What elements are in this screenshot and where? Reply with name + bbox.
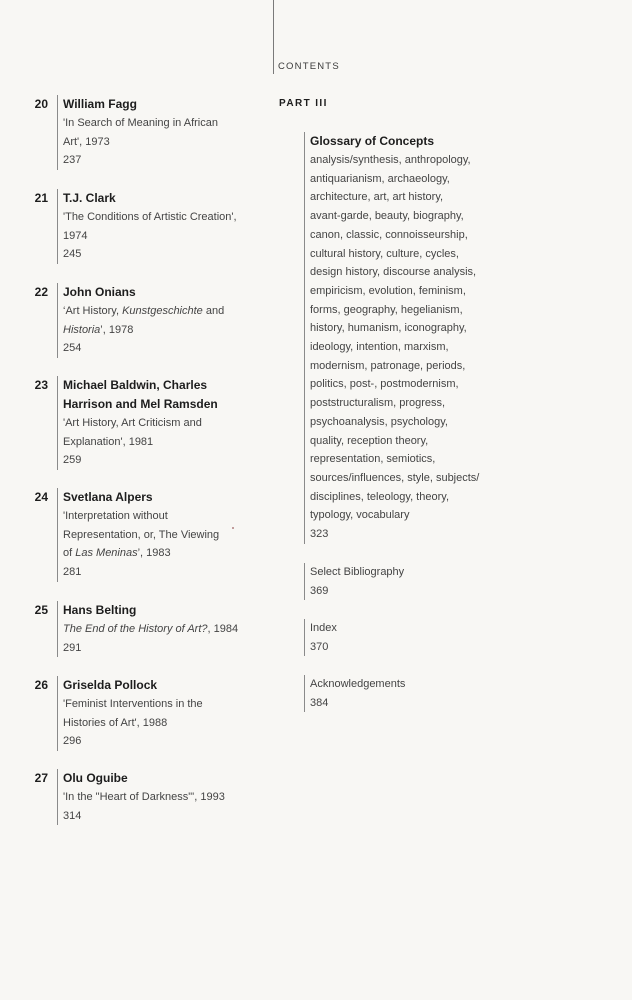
part-heading: PART III (279, 98, 328, 109)
entry-page-number: 281 (63, 566, 82, 579)
glossary-line: psychoanalysis, psychology, (310, 415, 448, 428)
entry-title-line: 'In Search of Meaning in African (63, 117, 218, 129)
entry-page-number: 254 (63, 342, 82, 355)
entry-number: 25 (34, 603, 48, 617)
entry-number: 23 (34, 378, 48, 392)
glossary-line: politics, post-, postmodernism, (310, 378, 459, 391)
entry-author: William Fagg (63, 97, 137, 111)
entry-title-line: 'Art History, Art Criticism and (63, 417, 202, 429)
entry-body (57, 676, 278, 751)
entry-body (57, 189, 278, 264)
entry-title-line: Representation, or, The Viewing (63, 528, 220, 541)
glossary-page-number: 323 (310, 528, 329, 541)
entry-title-line: Art', 1973 (63, 135, 110, 148)
header-divider-line (273, 0, 274, 74)
entry-body (57, 376, 278, 470)
glossary-line: representation, semiotics, (310, 453, 436, 466)
back-matter-page-number: 369 (310, 584, 329, 597)
glossary-line: canon, classic, connoisseurship, (310, 228, 468, 241)
entry-author: Harrison and Mel Ramsden (63, 397, 218, 411)
glossary-line: antiquarianism, archaeology, (310, 172, 450, 185)
back-matter-page-number: 370 (310, 640, 329, 653)
entry-page-number: 245 (63, 248, 82, 261)
entry-author: John Onians (63, 285, 136, 299)
select-bibliography-entry (304, 563, 510, 600)
entry-number: 24 (34, 490, 48, 504)
entry-title-line: 'In the "Heart of Darkness"', 1993 (63, 791, 225, 803)
glossary-line: avant-garde, beauty, biography, (310, 210, 464, 223)
entry-number: 22 (34, 285, 48, 299)
glossary-line: sources/influences, style, subjects/ (310, 471, 480, 484)
back-matter-title: Select Bibliography (310, 566, 405, 578)
entry-title-line: Explanation', 1981 (63, 435, 154, 448)
entry-page-number: 314 (63, 809, 82, 822)
glossary-title: Glossary of Concepts (310, 134, 435, 148)
entry-author: T.J. Clark (63, 191, 116, 205)
entry-number: 27 (34, 771, 48, 785)
entry-title-line: 1974 (63, 229, 88, 242)
back-matter-title: Acknowledgements (310, 678, 406, 690)
running-header: CONTENTS (278, 61, 340, 72)
glossary-line: forms, geography, hegelianism, (310, 303, 463, 316)
paper-speck (232, 527, 234, 529)
index-entry (304, 619, 510, 656)
glossary-line: empiricism, evolution, feminism, (310, 284, 466, 297)
glossary-line: ideology, intention, marxism, (310, 341, 449, 354)
entry-author: Svetlana Alpers (63, 490, 153, 504)
entry-page-number: 259 (63, 454, 82, 467)
entry-number: 26 (34, 678, 48, 692)
entry-title-line: Histories of Art', 1988 (63, 716, 168, 729)
entry-author: Hans Belting (63, 603, 137, 617)
glossary-line: quality, reception theory, (310, 434, 429, 447)
entry-number: 21 (34, 191, 48, 205)
back-matter-page-number: 384 (310, 696, 329, 709)
entry-title-line: 'Feminist Interventions in the (63, 698, 203, 710)
back-matter-title: Index (310, 622, 337, 634)
entry-body (57, 769, 278, 825)
entry-body (57, 95, 278, 170)
entry-page-number: 296 (63, 735, 82, 748)
entry-page-number: 237 (63, 154, 82, 167)
entry-title-line: 'The Conditions of Artistic Creation', (63, 211, 237, 223)
glossary-line: design history, discourse analysis, (310, 266, 477, 279)
glossary-line: typology, vocabulary (310, 509, 410, 522)
entry-title-line: 'Interpretation without (63, 510, 168, 522)
glossary-line: analysis/synthesis, anthropology, (310, 154, 471, 166)
entry-body (57, 601, 278, 657)
glossary-section (304, 132, 510, 544)
glossary-line: poststructuralism, progress, (310, 397, 446, 410)
entry-page-number: 291 (63, 641, 82, 654)
entry-number: 20 (34, 97, 48, 111)
entry-title-line: of Las Meninas’, 1983 (63, 547, 171, 560)
glossary-line: modernism, patronage, periods, (310, 359, 466, 372)
entry-author: Michael Baldwin, Charles (63, 378, 208, 392)
entry-body (57, 488, 278, 582)
entry-title-line: Historia’, 1978 (63, 323, 134, 336)
acknowledgements-entry (304, 675, 510, 712)
glossary-line: history, humanism, iconography, (310, 322, 467, 335)
glossary-line: architecture, art, art history, (310, 191, 444, 204)
entry-title-line: ‘Art History, Kunstgeschichte and (63, 305, 225, 317)
entry-author: Olu Oguibe (63, 771, 128, 785)
glossary-line: disciplines, teleology, theory, (310, 490, 449, 503)
entry-author: Griselda Pollock (63, 678, 158, 692)
entry-title-line: The End of the History of Art?, 1984 (63, 623, 239, 635)
glossary-line: cultural history, culture, cycles, (310, 247, 459, 260)
entry-body (57, 283, 278, 358)
